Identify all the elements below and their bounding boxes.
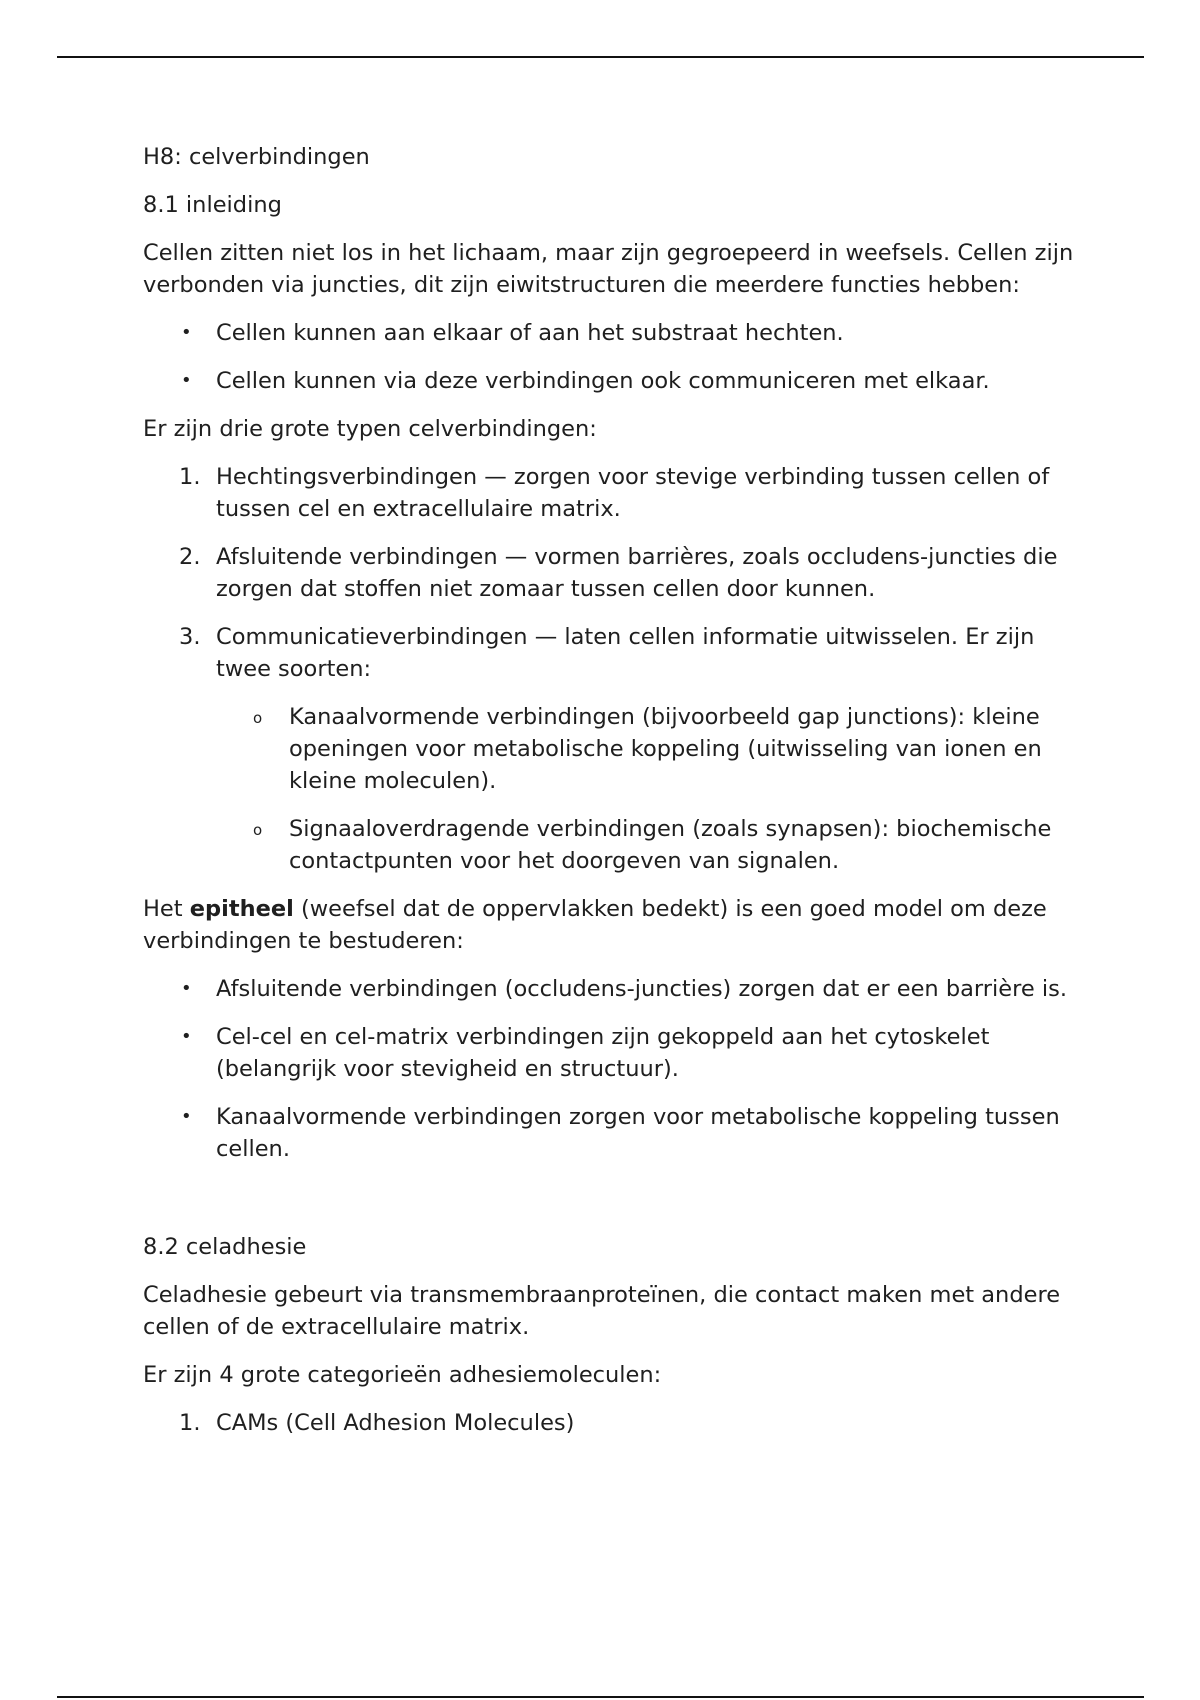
footer-rule [57, 1696, 1144, 1698]
list-item: • Cellen kunnen aan elkaar of aan het substraat hechten. [143, 317, 1083, 349]
bullet-marker: • [181, 1026, 192, 1047]
list-item: 2. Afsluitende verbindingen — vormen barrières, zoals occludens-juncties die zorgen dat stoffen niet zomaar tussen cellen door kunnen. [143, 541, 1083, 605]
number-marker: 2. [179, 544, 201, 570]
epitheel-bullet-list [143, 973, 1083, 1165]
list-item: • Kanaalvormende verbindingen zorgen voor metabolische koppeling tussen cellen. [143, 1101, 1083, 1165]
types-numbered-list [143, 461, 1083, 877]
list-item: • Cel-cel en cel-matrix verbindingen zijn gekoppeld aan het cytoskelet (belangrijk voor stevigheid en structuur). [143, 1021, 1083, 1085]
intro-paragraph: Cellen zitten niet los in het lichaam, maar zijn gegroepeerd in weefsels. Cellen zijn verbonden via juncties, dit zijn eiwitstructuren die meerdere functies hebben: [143, 240, 1074, 298]
epitheel-term: epitheel [189, 896, 294, 922]
intro-bullet-list [143, 317, 1083, 397]
section-gap [143, 1181, 1083, 1231]
list-item: • Afsluitende verbindingen (occludens-juncties) zorgen dat er een barrière is. [143, 973, 1083, 1005]
epitheel-paragraph: Het epitheel (weefsel dat de oppervlakken bedekt) is een goed model om deze verbindingen te bestuderen: [143, 896, 1047, 954]
number-marker: 1. [179, 464, 201, 490]
list-item: 1. Hechtingsverbindingen — zorgen voor stevige verbinding tussen cellen of tussen cel en extracellulaire matrix. [143, 461, 1083, 525]
types-intro: Er zijn drie grote typen celverbindingen: [143, 416, 597, 442]
bullet-marker: • [181, 978, 192, 999]
adhesion-paragraph: Celadhesie gebeurt via transmembraanproteïnen, die contact maken met andere cellen of de extracellulaire matrix. [143, 1282, 1061, 1340]
header-rule [57, 56, 1144, 58]
list-item: 1. CAMs (Cell Adhesion Molecules) [143, 1407, 1083, 1439]
chapter-title: H8: celverbindingen [143, 144, 370, 170]
number-marker: 1. [179, 1410, 201, 1436]
document-body [143, 141, 1083, 1455]
sub-list-item: o Kanaalvormende verbindingen (bijvoorbeeld gap junctions): kleine openingen voor metabolische koppeling (uitwisseling van ionen en kleine moleculen). [253, 704, 1042, 794]
list-item: 3. Communicatieverbindingen — laten cellen informatie uitwisselen. Er zijn twee soorten: o Kanaalvormende verbindingen (bijvoorbeeld gap junctions): kleine openingen voor metabolische koppeling (uitwisseling van ionen en kleine moleculen). o Signaaloverdragende verbindingen (zoals synapsen): biochemische contactpunten voor het doorgeven van signalen. [143, 621, 1083, 877]
circle-marker: o [253, 821, 263, 839]
number-marker: 3. [179, 624, 201, 650]
bullet-marker: • [181, 322, 192, 343]
categories-numbered-list [143, 1407, 1083, 1439]
section-title-intro: 8.1 inleiding [143, 192, 282, 218]
bullet-marker: • [181, 1106, 192, 1127]
communication-sub-list [216, 701, 1083, 877]
categories-intro: Er zijn 4 grote categorieën adhesiemoleculen: [143, 1362, 662, 1388]
list-item: • Cellen kunnen via deze verbindingen ook communiceren met elkaar. [143, 365, 1083, 397]
bullet-marker: • [181, 370, 192, 391]
section-title-adhesion: 8.2 celadhesie [143, 1234, 307, 1260]
sub-list-item: o Signaaloverdragende verbindingen (zoals synapsen): biochemische contactpunten voor het doorgeven van signalen. [253, 816, 1052, 874]
circle-marker: o [253, 709, 263, 727]
